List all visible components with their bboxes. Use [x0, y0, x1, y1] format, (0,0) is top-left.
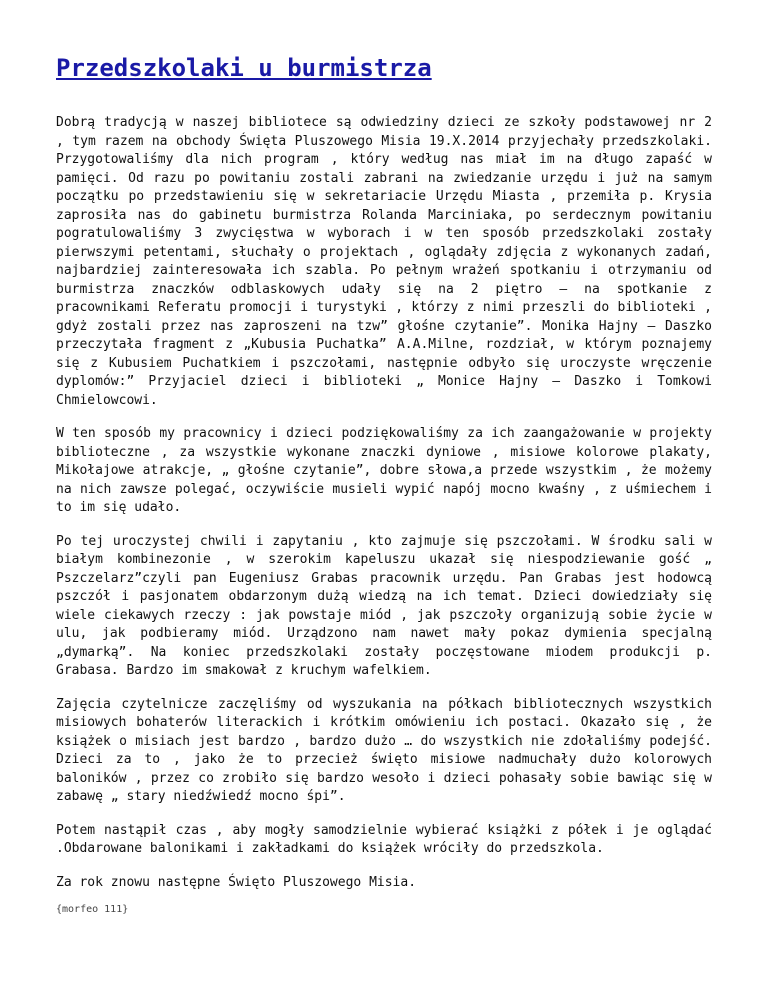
- paragraph-3: Po tej uroczystej chwili i zapytaniu , kto zajmuje się pszczołami. W środku sali w białym kombinezonie , w szerokim kapeluszu ukazał się niespodziewanie gość „ Pszczelarz”czyli pan Eugeniusz Grabas pracownik urzędu. Pan Grabas jest hodowcą pszczół i pasjonatem obdarzonym dużą wiedzą na ich temat. Dzieci dowiedziały się wiele ciekawych rzeczy : jak powstaje miód , jak pszczoły organizują sobie życie w ulu, jak podbieramy miód. Urządzono nam nawet mały pokaz dymienia specjalną „dymarką”. Na koniec przedszkolaki zostały poczęstowane miodem produkcji p. Grabasa. Bardzo im smakował z kruchym wafelkiem.: [56, 533, 712, 678]
- article-title-link[interactable]: Przedszkolaki u burmistrza: [56, 54, 432, 82]
- paragraph-6: Za rok znowu następne Święto Pluszowego Misia.: [56, 874, 417, 890]
- paragraph-1: Dobrą tradycją w naszej bibliotece są odwiedziny dzieci ze szkoły podstawowej nr 2 , tym razem na obchody Święta Pluszowego Misia 19.X.2014 przyjechały przedszkolaki. Przygotowaliśmy dla nich program , który według nas miał im na długo zapaść w pamięci. Od razu po powitaniu zostali zabrani na zwiedzanie urzędu i już na samym początku po przedstawieniu się w sekretariacie Urzędu Miasta , przemiła p. Krysia zaprosiła nas do gabinetu burmistrza Rolanda Marciniaka, po serdecznym powitaniu pogratulowaliśmy 3 zwycięstwa w wyborach i w ten sposób przedszkolaki zostały pierwszymi petentami, słuchały o projektach , oglądały zdjęcia z wykonanych zadań, najbardziej zainteresowała ich szabla. Po pełnym wrażeń spotkaniu i otrzymaniu od burmistrza znaczków odblaskowych udały się na 2 piętro – na spotkanie z pracownikami Referatu promocji i turystyki , którzy z nimi przeszli do biblioteki , gdyż zostali przez nas zaproszeni na tzw” głośne czytanie”. Monika Hajny – Daszko przeczytała fragment z „Kubusia Puchatka” A.A.Milne, rozdział, w którym poznajemy się z Kubusiem Puchatkiem i pszczołami, następnie odbyło się uroczyste wręczenie dyplomów:” Przyjaciel dzieci i biblioteki „ Monice Hajny – Daszko i Tomkowi Chmielowcowi.: [56, 115, 712, 408]
- article: [56, 52, 712, 917]
- footer-code: {morfeo 111}: [56, 904, 129, 915]
- paragraph-2: W ten sposób my pracownicy i dzieci podziękowaliśmy za ich zaangażowanie w projekty biblioteczne , za wszystkie wykonane znaczki dyniowe , misiowe kolorowe plakaty, Mikołajowe atrakcje, „ głośne czytanie”, dobre słowa,a przede wszystkim , że możemy na nich zawsze polegać, oczywiście musieli wypić napój mocno kwaśny , z uśmiechem i to im się udało.: [56, 426, 712, 515]
- paragraph-5: Potem nastąpił czas , aby mogły samodzielnie wybierać książki z półek i je oglądać .Obdarowane balonikami i zakładkami do książek wróciły do przedszkola.: [56, 822, 712, 856]
- paragraph-4: Zajęcia czytelnicze zaczęliśmy od wyszukania na półkach bibliotecznych wszystkich misiowych bohaterów literackich i krótkim omówieniu ich postaci. Okazało się , że książek o misiach jest bardzo , bardzo dużo … do wszystkich nie zdołaliśmy podejść. Dzieci za to , jako że to przecież święto misiowe nadmuchały dużo kolorowych baloników , przez co zrobiło się bardzo wesoło i dzieci pohasały sobie bawiąc się w zabawę „ stary niedźwiedź mocno śpi”.: [56, 696, 712, 804]
